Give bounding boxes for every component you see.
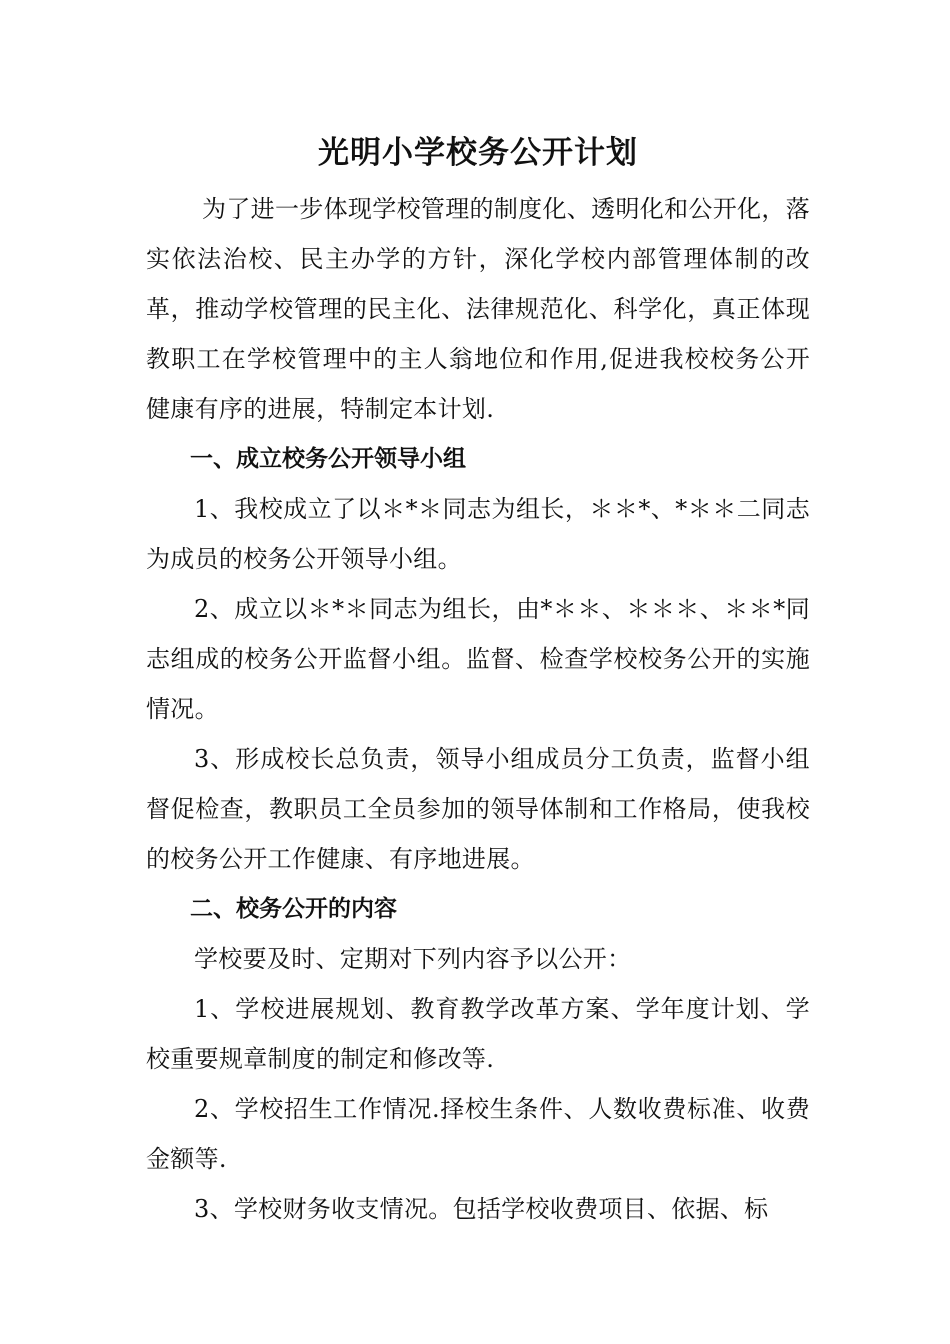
document-page — [146, 128, 810, 1234]
section1-item-3: 3、形成校长总负责，领导小组成员分工负责，监督小组督促检查，教职员工全员参加的领导体制和工作格局，使我校的校务公开工作健康、有序地进展。 — [146, 745, 810, 873]
section2-lead: 学校要及时、定期对下列内容予以公开： — [194, 945, 632, 973]
document-title: 光明小学校务公开计划 — [318, 135, 638, 171]
section2-item-3: 3、学校财务收支情况。包括学校收费项目、依据、标 — [194, 1195, 769, 1223]
intro-paragraph: 为了进一步体现学校管理的制度化、透明化和公开化，落实依法治校、民主办学的方针，深化学校内部管理体制的改革，推动学校管理的民主化、法律规范化、科学化，真正体现教职工在学校管理中的主人翁地位和作用,促进我校校务公开健康有序的进展，特制定本计划. — [146, 195, 810, 423]
section-heading-1: 一、成立校务公开领导小组 — [190, 446, 466, 472]
section1-item-1: 1、我校成立了以＊*＊同志为组长，＊＊*、*＊＊二同志为成员的校务公开领导小组。 — [146, 495, 810, 573]
section2-item-2: 2、学校招生工作情况.择校生条件、人数收费标准、收费金额等. — [146, 1095, 810, 1173]
section2-item-1: 1、学校进展规划、教育教学改革方案、学年度计划、学校重要规章制度的制定和修改等. — [146, 995, 810, 1073]
section-heading-2: 二、校务公开的内容 — [190, 896, 397, 922]
section1-item-2: 2、成立以＊*＊同志为组长，由*＊＊、＊＊＊、＊＊*同志组成的校务公开监督小组。监督、检查学校校务公开的实施情况。 — [146, 595, 810, 723]
